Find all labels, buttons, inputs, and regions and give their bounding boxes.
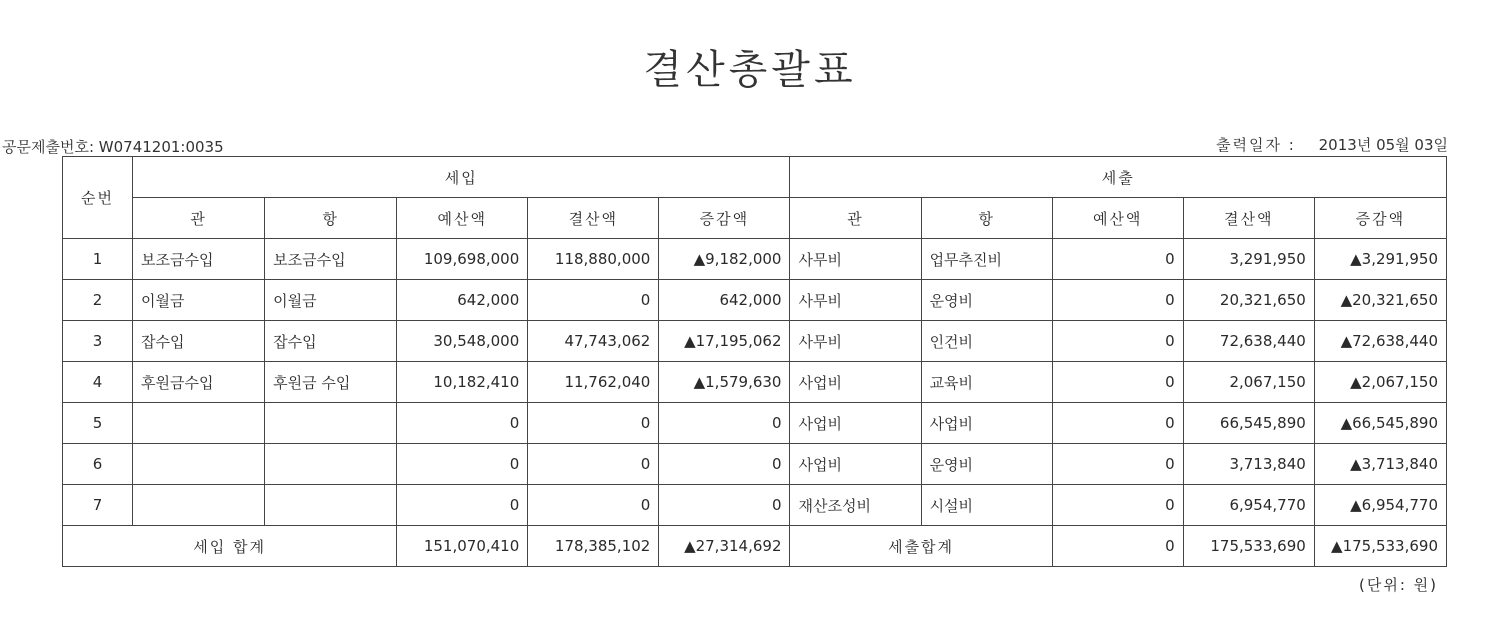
header-row-top: [63, 157, 1447, 198]
unit-note: (단위: 원): [1359, 576, 1438, 594]
income-total-diff: ▲27,314,692: [659, 526, 790, 567]
header-in-gwan: 관: [133, 198, 265, 239]
cell-no: 1: [63, 239, 133, 280]
cell-in-gwan: [133, 444, 265, 485]
print-date-label: 출력일자 :: [1216, 136, 1296, 154]
doc-number: [2, 136, 224, 157]
totals-row: [63, 526, 1447, 567]
cell-ex-settled: 20,321,650: [1183, 280, 1314, 321]
cell-ex-gwan: 사업비: [790, 362, 921, 403]
header-in-budget: 예산액: [397, 198, 528, 239]
cell-in-hang: [265, 403, 397, 444]
cell-ex-hang: 운영비: [921, 280, 1052, 321]
cell-in-hang: 보조금수입: [265, 239, 397, 280]
cell-in-hang: [265, 485, 397, 526]
header-ex-gwan: 관: [790, 198, 921, 239]
cell-ex-budget: 0: [1052, 485, 1183, 526]
cell-in-gwan: [133, 403, 265, 444]
header-in-diff: 증감액: [659, 198, 790, 239]
cell-in-diff: 0: [659, 444, 790, 485]
cell-in-hang: [265, 444, 397, 485]
cell-ex-diff: ▲66,545,890: [1314, 403, 1446, 444]
table-row: [63, 444, 1447, 485]
cell-in-settled: 0: [528, 485, 659, 526]
cell-ex-diff: ▲6,954,770: [1314, 485, 1446, 526]
cell-no: 4: [63, 362, 133, 403]
cell-in-settled: 11,762,040: [528, 362, 659, 403]
cell-ex-gwan: 사무비: [790, 321, 921, 362]
table-row: [63, 403, 1447, 444]
cell-in-budget: 10,182,410: [397, 362, 528, 403]
cell-in-diff: ▲1,579,630: [659, 362, 790, 403]
cell-ex-budget: 0: [1052, 362, 1183, 403]
header-ex-budget: 예산액: [1052, 198, 1183, 239]
header-in-settled: 결산액: [528, 198, 659, 239]
cell-no: 7: [63, 485, 133, 526]
cell-ex-settled: 3,291,950: [1183, 239, 1314, 280]
page-title: 결산총괄표: [643, 47, 857, 93]
cell-in-diff: ▲9,182,000: [659, 239, 790, 280]
cell-in-diff: 0: [659, 403, 790, 444]
cell-ex-settled: 2,067,150: [1183, 362, 1314, 403]
cell-ex-hang: 시설비: [921, 485, 1052, 526]
header-ex-settled: 결산액: [1183, 198, 1314, 239]
cell-ex-hang: 업무추진비: [921, 239, 1052, 280]
cell-no: 2: [63, 280, 133, 321]
cell-in-settled: 0: [528, 280, 659, 321]
table-row: [63, 239, 1447, 280]
cell-ex-diff: ▲72,638,440: [1314, 321, 1446, 362]
cell-in-diff: 642,000: [659, 280, 790, 321]
cell-in-budget: 642,000: [397, 280, 528, 321]
print-date-value: 2013년 05월 03일: [1318, 136, 1448, 154]
header-seq: 순번: [63, 157, 133, 239]
cell-no: 5: [63, 403, 133, 444]
cell-ex-gwan: 사업비: [790, 444, 921, 485]
cell-ex-gwan: 사무비: [790, 239, 921, 280]
cell-ex-budget: 0: [1052, 280, 1183, 321]
cell-ex-diff: ▲20,321,650: [1314, 280, 1446, 321]
cell-ex-hang: 교육비: [921, 362, 1052, 403]
cell-ex-settled: 6,954,770: [1183, 485, 1314, 526]
cell-ex-settled: 66,545,890: [1183, 403, 1314, 444]
cell-in-diff: ▲17,195,062: [659, 321, 790, 362]
cell-in-budget: 0: [397, 485, 528, 526]
expense-total-budget: 0: [1052, 526, 1183, 567]
cell-in-hang: 이월금: [265, 280, 397, 321]
cell-in-settled: 118,880,000: [528, 239, 659, 280]
expense-total-label: 세출합계: [790, 526, 1052, 567]
table-row: [63, 280, 1447, 321]
table-row: [63, 321, 1447, 362]
header-ex-diff: 증감액: [1314, 198, 1446, 239]
cell-ex-gwan: 사무비: [790, 280, 921, 321]
cell-ex-hang: 운영비: [921, 444, 1052, 485]
cell-in-gwan: 잡수입: [133, 321, 265, 362]
cell-in-settled: 0: [528, 444, 659, 485]
header-ex-hang: 항: [921, 198, 1052, 239]
cell-no: 3: [63, 321, 133, 362]
income-total-label: 세입 합계: [63, 526, 397, 567]
cell-ex-budget: 0: [1052, 321, 1183, 362]
cell-ex-settled: 3,713,840: [1183, 444, 1314, 485]
cell-in-gwan: [133, 485, 265, 526]
cell-in-gwan: 이월금: [133, 280, 265, 321]
cell-in-gwan: 후원금수입: [133, 362, 265, 403]
doc-number-value: W0741201:0035: [98, 138, 224, 156]
header-expense: 세출: [790, 157, 1447, 198]
cell-in-gwan: 보조금수입: [133, 239, 265, 280]
cell-ex-budget: 0: [1052, 444, 1183, 485]
cell-in-hang: 후원금 수입: [265, 362, 397, 403]
income-total-budget: 151,070,410: [397, 526, 528, 567]
header-income: 세입: [133, 157, 790, 198]
cell-in-budget: 0: [397, 403, 528, 444]
cell-ex-settled: 72,638,440: [1183, 321, 1314, 362]
cell-in-settled: 47,743,062: [528, 321, 659, 362]
cell-ex-budget: 0: [1052, 239, 1183, 280]
table-row: [63, 362, 1447, 403]
doc-number-label: 공문제출번호:: [2, 138, 94, 156]
cell-ex-diff: ▲3,291,950: [1314, 239, 1446, 280]
cell-in-budget: 30,548,000: [397, 321, 528, 362]
cell-in-budget: 109,698,000: [397, 239, 528, 280]
cell-in-settled: 0: [528, 403, 659, 444]
cell-in-diff: 0: [659, 485, 790, 526]
settlement-table: [62, 156, 1447, 567]
expense-total-settled: 175,533,690: [1183, 526, 1314, 567]
cell-ex-diff: ▲2,067,150: [1314, 362, 1446, 403]
cell-ex-hang: 사업비: [921, 403, 1052, 444]
cell-ex-budget: 0: [1052, 403, 1183, 444]
cell-in-budget: 0: [397, 444, 528, 485]
cell-in-hang: 잡수입: [265, 321, 397, 362]
print-date: [1216, 134, 1448, 155]
cell-ex-diff: ▲3,713,840: [1314, 444, 1446, 485]
income-total-settled: 178,385,102: [528, 526, 659, 567]
cell-no: 6: [63, 444, 133, 485]
cell-ex-hang: 인건비: [921, 321, 1052, 362]
cell-ex-gwan: 재산조성비: [790, 485, 921, 526]
header-row-sub: [63, 198, 1447, 239]
cell-ex-gwan: 사업비: [790, 403, 921, 444]
table-row: [63, 485, 1447, 526]
header-in-hang: 항: [265, 198, 397, 239]
expense-total-diff: ▲175,533,690: [1314, 526, 1446, 567]
